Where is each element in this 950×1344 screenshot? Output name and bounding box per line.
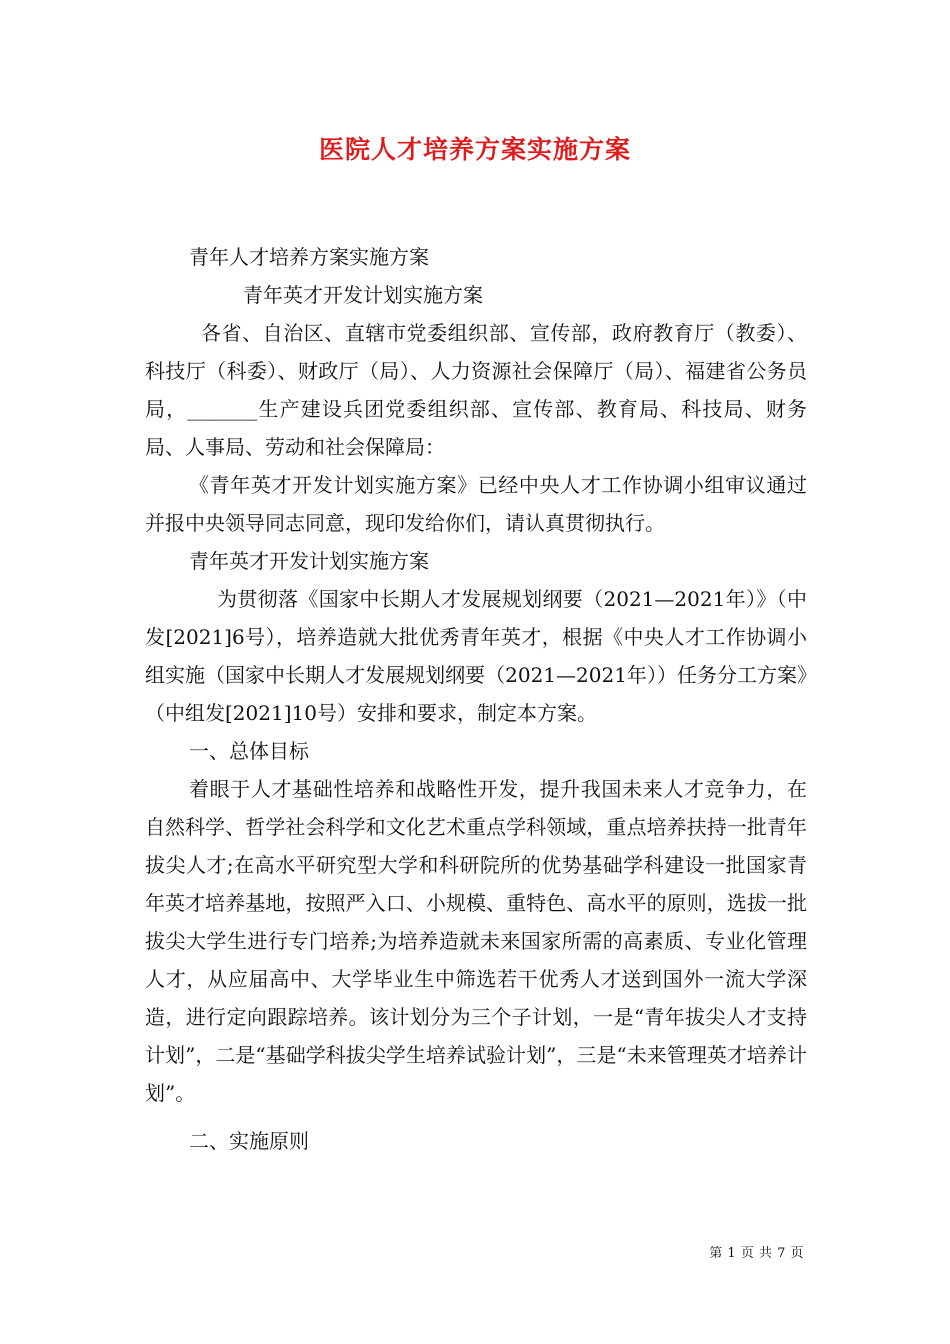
paragraph-plan-title: 青年英才开发计划实施方案 [189, 549, 429, 573]
paragraph-addressees: 各省、自治区、直辖市党委组织部、宣传部，政府教育厅（教委）、科技厅（科委）、财政厅（局）、人力资源社会保障厅（局）、福建省公务员局，_______生产建设兵团党委组织部、宣传部、教育局、科技局、财务局、人事局、劳动和社会保障局： [145, 321, 807, 459]
page-number-footer: 第 1 页 共 7 页 [709, 1246, 804, 1261]
paragraph-notice: 《青年英才开发计划实施方案》已经中央人才工作协调小组审议通过并报中央领导同志同意，现印发给你们，请认真贯彻执行。 [145, 473, 807, 535]
paragraph-purpose: 为贯彻落《国家中长期人才发展规划纲要（2021—2021年）》（中发[2021]6号），培养造就大批优秀青年英才，根据《中央人才工作协调小组实施（国家中长期人才发展规划纲要（2021—2021年））任务分工方案》（中组发[2021]10号）安排和要求，制定本方案。 [145, 587, 807, 725]
section-heading-overall-goals: 一、总体目标 [189, 739, 309, 763]
document-title: 医院人才培养方案实施方案 [318, 135, 631, 164]
paragraph-heading-youth-talent-plan: 青年人才培养方案实施方案 [189, 245, 429, 269]
section-heading-principles: 二、实施原则 [189, 1129, 309, 1153]
paragraph-subtitle-youth-elite-plan: 青年英才开发计划实施方案 [243, 283, 483, 307]
document-body [145, 238, 807, 1160]
paragraph-overall-goals: 着眼于人才基础性培养和战略性开发，提升我国未来人才竞争力，在自然科学、哲学社会科学和文化艺术重点学科领域，重点培养扶持一批青年拔尖人才;在高水平研究型大学和科研院所的优势基础学科建设一批国家青年英才培养基地，按照严入口、小规模、重特色、高水平的原则，选拔一批拔尖大学生进行专门培养;为培养造就未来国家所需的高素质、专业化管理人才，从应届高中、大学毕业生中筛选若干优秀人才送到国外一流大学深造，进行定向跟踪培养。该计划分为三个子计划，一是“青年拔尖人才支持计划”，二是“基础学科拔尖学生培养试验计划”，三是“未来管理英才培养计划”。 [145, 777, 807, 1105]
